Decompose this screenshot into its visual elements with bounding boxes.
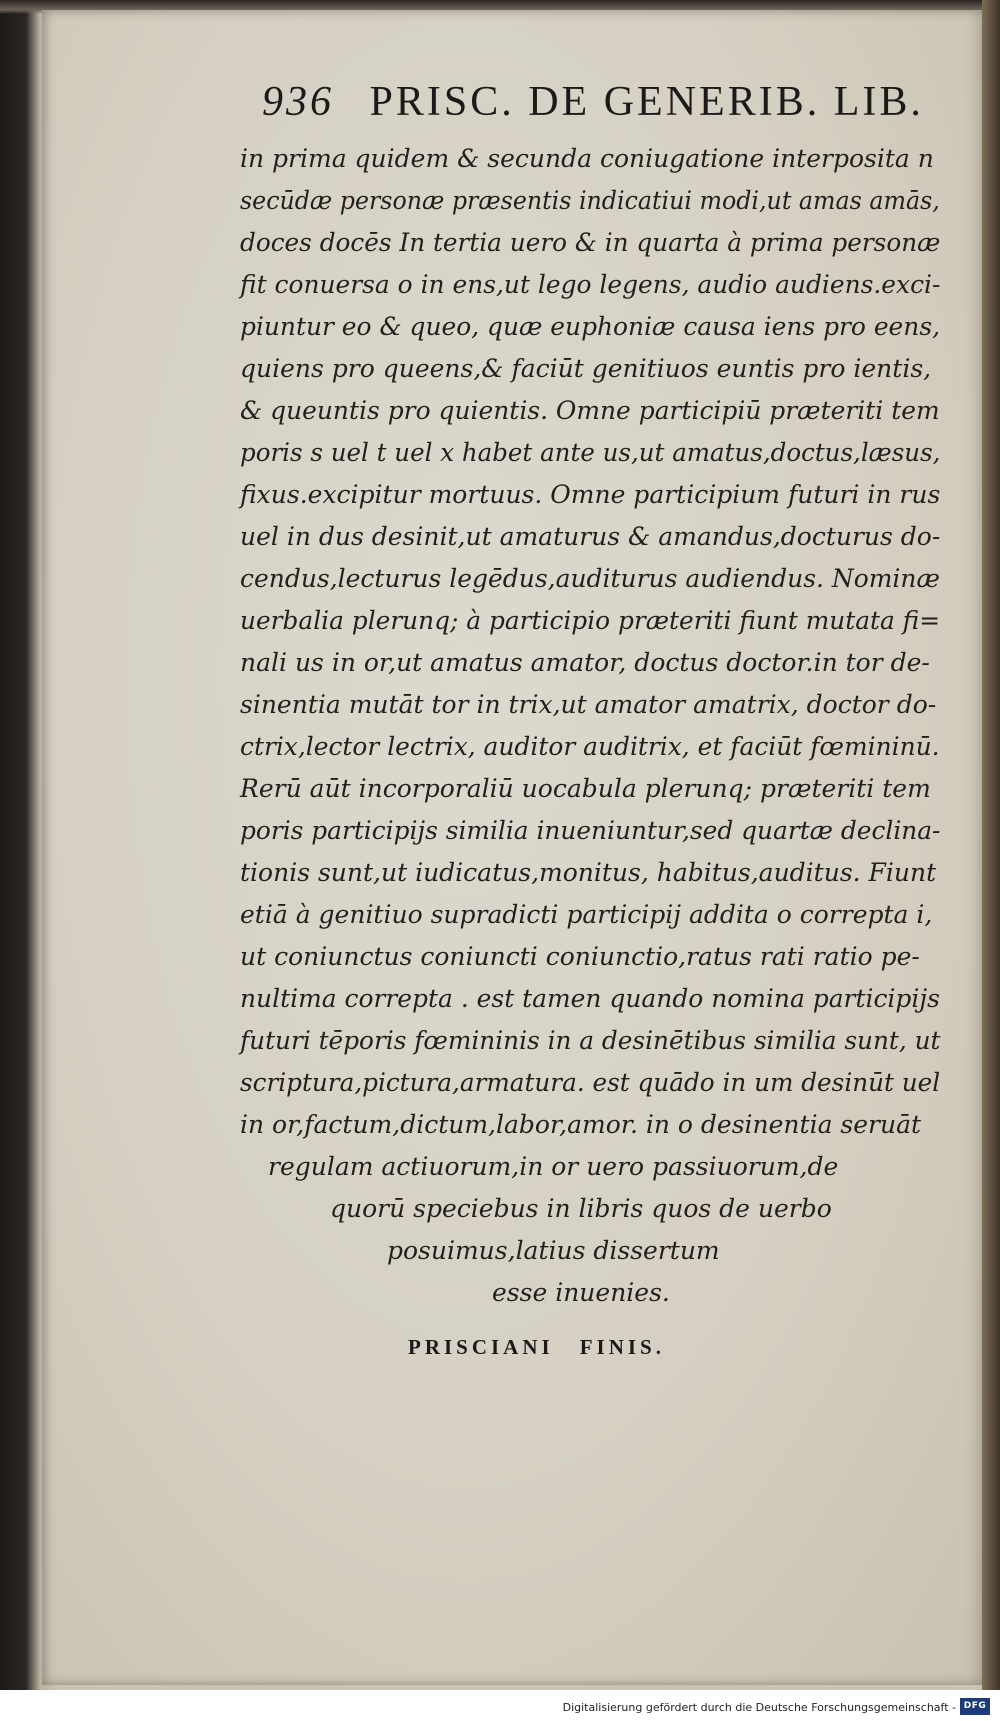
text-line: fixus.excipitur mortuus. Omne participium futuri in rus xyxy=(240,480,941,509)
colophon-word: PRISCIANI xyxy=(408,1335,554,1359)
text-line: ctrix,lector lectrix, auditor auditrix, et faciūt fœmininū. xyxy=(240,732,940,761)
text-line: piuntur eo & queo, quæ euphoniæ causa iens pro eens, xyxy=(240,312,941,341)
text-line: nultima correpta . est tamen quando nomina participijs xyxy=(240,984,940,1013)
text-line: ut coniunctus coniuncti coniunctio,ratus rati ratio pe- xyxy=(240,942,920,971)
text-line: secūdæ personæ præsentis indicatiui modi,ut amas amās, xyxy=(240,186,940,215)
text-line-tail: esse inuenies. xyxy=(492,1278,670,1307)
colophon xyxy=(408,1335,665,1360)
text-line: uerbalia plerunq; à participio præteriti fiunt mutata fi= xyxy=(240,606,941,635)
text-line: nali us in or,ut amatus amator, doctus doctor.in tor de- xyxy=(240,648,930,677)
book-edge xyxy=(982,0,1000,1690)
text-line-tail: regulam actiuorum,in or uero passiuorum,de xyxy=(268,1152,839,1181)
text-line: quiens pro queens,& faciūt genitiuos euntis pro ientis, xyxy=(240,354,932,383)
digitization-credit: Digitalisierung gefördert durch die Deutsche Forschungsgemeinschaft - xyxy=(562,1701,956,1714)
text-line: poris participijs similia inueniuntur,sed quartæ declina- xyxy=(240,816,941,845)
text-line-tail: quorū speciebus in libris quos de uerbo xyxy=(330,1194,832,1223)
text-line: sinentia mutāt tor in trix,ut amator amatrix, doctor do- xyxy=(240,690,937,719)
text-line: tionis sunt,ut iudicatus,monitus, habitus,auditus. Fiunt xyxy=(240,858,937,887)
colophon-word: FINIS. xyxy=(579,1335,665,1359)
running-title: PRISC. DE GENERIB. LIB. xyxy=(369,79,924,125)
text-line: Rerū aūt incorporaliū uocabula plerunq; præteriti tem xyxy=(240,774,931,803)
text-line: & queuntis pro quientis. Omne participiū præteriti tem xyxy=(240,396,940,425)
text-line: in prima quidem & secunda coniugatione interposita n xyxy=(240,144,934,173)
page-number: 936 xyxy=(262,79,334,125)
dfg-logo: DFG xyxy=(960,1698,990,1715)
text-line: etiā à genitiuo supradicti participij addita o correpta i, xyxy=(240,900,933,929)
text-line-tail: posuimus,latius dissertum xyxy=(387,1236,720,1265)
running-header xyxy=(262,78,962,138)
text-line: fit conuersa o in ens,ut lego legens, audio audiens.exci- xyxy=(240,270,941,299)
text-line: scriptura,pictura,armatura. est quādo in um desinūt uel xyxy=(240,1068,941,1097)
text-line: doces docēs In tertia uero & in quarta à prima personæ xyxy=(240,228,941,257)
text-line: poris s uel t uel x habet ante us,ut amatus,doctus,læsus, xyxy=(240,438,941,467)
body-text xyxy=(240,138,940,1146)
text-line: futuri tēporis fœmininis in a desinētibus similia sunt, ut xyxy=(240,1026,941,1055)
text-line: in or,factum,dictum,labor,amor. in o desinentia seruāt xyxy=(240,1110,922,1139)
text-line: uel in dus desinit,ut amaturus & amandus,docturus do- xyxy=(240,522,941,551)
text-line: cendus,lecturus legēdus,auditurus audiendus. Nominæ xyxy=(240,564,940,593)
